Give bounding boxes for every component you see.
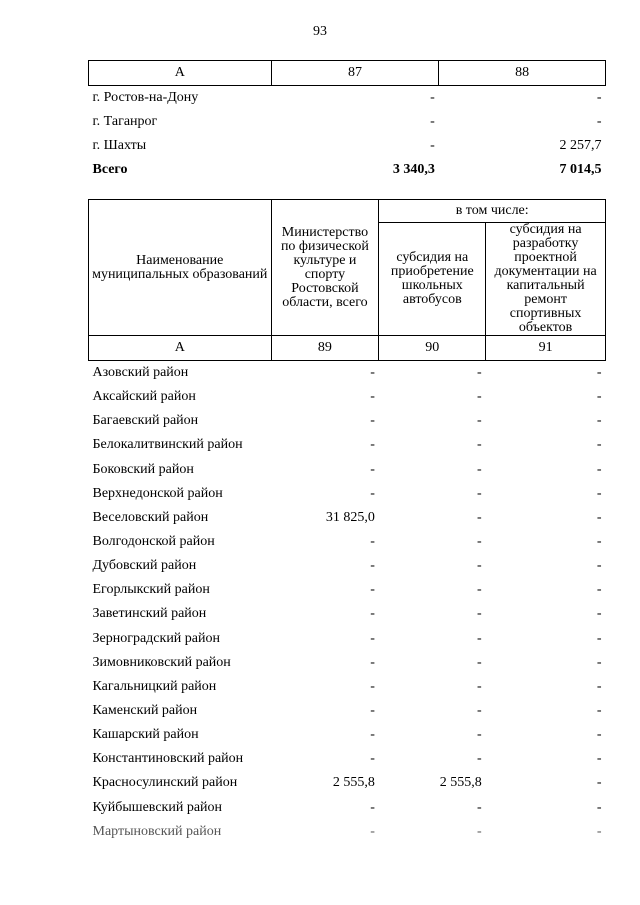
column-number-90: 90	[379, 336, 486, 361]
row-name: Верхнедонской район	[92, 485, 223, 501]
value-cell: -	[596, 558, 602, 574]
column-number-91: 91	[486, 336, 606, 361]
value-cell: -	[596, 799, 602, 815]
budget-table-main	[88, 199, 606, 844]
value-cell: -	[596, 775, 602, 791]
table-body	[89, 361, 606, 844]
column-number-a: А	[89, 336, 272, 361]
table-row	[89, 820, 606, 844]
value-cell: -	[370, 751, 375, 767]
header-including: в том числе:	[379, 200, 606, 223]
value-cell: -	[370, 365, 375, 381]
header-row	[89, 200, 606, 223]
table-row	[89, 699, 606, 723]
value-cell: -	[370, 582, 375, 598]
value-cell: -	[370, 703, 375, 719]
table-row	[89, 651, 606, 675]
table-row	[89, 554, 606, 578]
row-name: Зимовниковский район	[92, 654, 231, 670]
value-cell: -	[370, 534, 375, 550]
value-cell: -	[596, 485, 602, 501]
column-number-row	[89, 61, 606, 86]
row-name: г. Ростов-на-Дону	[92, 90, 199, 105]
value-cell: -	[596, 582, 602, 598]
row-name: Кагальницкий район	[92, 678, 217, 694]
value-cell: -	[477, 703, 482, 719]
value-cell: -	[477, 582, 482, 598]
table-row	[89, 506, 606, 530]
value-cell: -	[370, 437, 375, 453]
column-number-88: 88	[439, 61, 606, 86]
value-cell: -	[596, 413, 602, 429]
total-value: 7 014,5	[559, 162, 602, 177]
value-cell: -	[430, 90, 435, 105]
header-ministry-total: Министерство по физической культуре и спорту Ростовской области, всего	[271, 200, 379, 336]
value-cell: -	[596, 90, 602, 105]
value-cell: -	[370, 558, 375, 574]
value-cell: -	[477, 799, 482, 815]
table-row	[89, 134, 606, 158]
value-cell: -	[370, 630, 375, 646]
value-cell: 2 555,8	[439, 775, 482, 791]
value-cell: -	[370, 799, 375, 815]
table-row	[89, 796, 606, 820]
table-row	[89, 675, 606, 699]
value-cell: -	[370, 727, 375, 743]
row-name: Белокалитвинский район	[92, 437, 243, 453]
value-cell: -	[596, 678, 602, 694]
value-cell: -	[430, 114, 435, 129]
column-number-a: А	[89, 61, 272, 86]
column-number-89: 89	[271, 336, 379, 361]
value-cell: -	[477, 485, 482, 501]
table-row	[89, 723, 606, 747]
value-cell: -	[477, 606, 482, 622]
table-row	[89, 385, 606, 409]
header-municipality: Наименование муниципальных образований	[89, 200, 272, 336]
value-cell: -	[370, 678, 375, 694]
budget-table-top	[88, 60, 606, 182]
value-cell: -	[596, 389, 602, 405]
value-cell: -	[596, 751, 602, 767]
table-row	[89, 530, 606, 554]
value-cell: -	[596, 534, 602, 550]
row-name: г. Шахты	[92, 138, 147, 153]
value-cell: -	[477, 654, 482, 670]
table-row	[89, 86, 606, 111]
table-row	[89, 747, 606, 771]
value-cell: -	[477, 727, 482, 743]
value-cell: -	[596, 461, 602, 477]
row-name: Мартыновский район	[92, 823, 222, 839]
value-cell: 2 257,7	[559, 138, 602, 153]
value-cell: -	[477, 823, 482, 839]
total-value: 3 340,3	[392, 162, 435, 177]
value-cell: -	[596, 114, 602, 129]
value-cell: -	[477, 461, 482, 477]
column-number-87: 87	[271, 61, 439, 86]
total-label: Всего	[92, 162, 128, 177]
header-bus-subsidy: субсидия на приобретение школьных автобусов	[379, 223, 486, 336]
row-name: Зерноградский район	[92, 630, 220, 646]
table-row	[89, 110, 606, 134]
table-row	[89, 361, 606, 386]
row-name: Багаевский район	[92, 413, 199, 429]
value-cell: -	[370, 654, 375, 670]
row-name: Заветинский район	[92, 606, 207, 622]
value-cell: -	[430, 138, 435, 153]
column-number-row	[89, 336, 606, 361]
row-name: г. Таганрог	[92, 114, 158, 129]
value-cell: -	[477, 678, 482, 694]
row-name: Аксайский район	[92, 389, 196, 405]
value-cell: -	[477, 509, 482, 525]
total-row	[89, 158, 606, 182]
value-cell: -	[370, 485, 375, 501]
row-name: Волгодонской район	[92, 534, 215, 550]
value-cell: 31 825,0	[325, 509, 375, 525]
row-name: Егорлыкский район	[92, 582, 210, 598]
row-name: Веселовский район	[92, 509, 209, 525]
row-name: Константиновский район	[92, 751, 244, 767]
value-cell: -	[596, 727, 602, 743]
page-number: 93	[313, 24, 327, 39]
value-cell: -	[370, 823, 375, 839]
row-name: Дубовский район	[92, 558, 197, 574]
row-name: Азовский район	[92, 365, 189, 381]
table-row	[89, 409, 606, 433]
table-row	[89, 627, 606, 651]
row-name: Каменский район	[92, 703, 198, 719]
table-row	[89, 602, 606, 626]
value-cell: -	[370, 413, 375, 429]
value-cell: -	[477, 751, 482, 767]
value-cell: -	[370, 389, 375, 405]
row-name: Куйбышевский район	[92, 799, 223, 815]
value-cell: -	[477, 630, 482, 646]
value-cell: -	[477, 365, 482, 381]
value-cell: -	[596, 365, 602, 381]
table-row	[89, 433, 606, 457]
value-cell: -	[596, 437, 602, 453]
value-cell: -	[596, 630, 602, 646]
value-cell: -	[477, 534, 482, 550]
table-row	[89, 482, 606, 506]
table-row	[89, 578, 606, 602]
value-cell: -	[370, 461, 375, 477]
value-cell: -	[596, 509, 602, 525]
value-cell: -	[477, 437, 482, 453]
value-cell: -	[596, 823, 602, 839]
value-cell: 2 555,8	[332, 775, 375, 791]
table-row	[89, 771, 606, 795]
header-design-subsidy: субсидия на разработку проектной документации на капитальный ремонт спортивных объектов	[486, 223, 606, 336]
row-name: Кашарский район	[92, 727, 199, 743]
value-cell: -	[477, 389, 482, 405]
table-row	[89, 458, 606, 482]
value-cell: -	[596, 703, 602, 719]
value-cell: -	[477, 413, 482, 429]
value-cell: -	[596, 606, 602, 622]
value-cell: -	[477, 558, 482, 574]
row-name: Боковский район	[92, 461, 194, 477]
value-cell: -	[596, 654, 602, 670]
value-cell: -	[370, 606, 375, 622]
row-name: Красносулинский район	[92, 775, 238, 791]
